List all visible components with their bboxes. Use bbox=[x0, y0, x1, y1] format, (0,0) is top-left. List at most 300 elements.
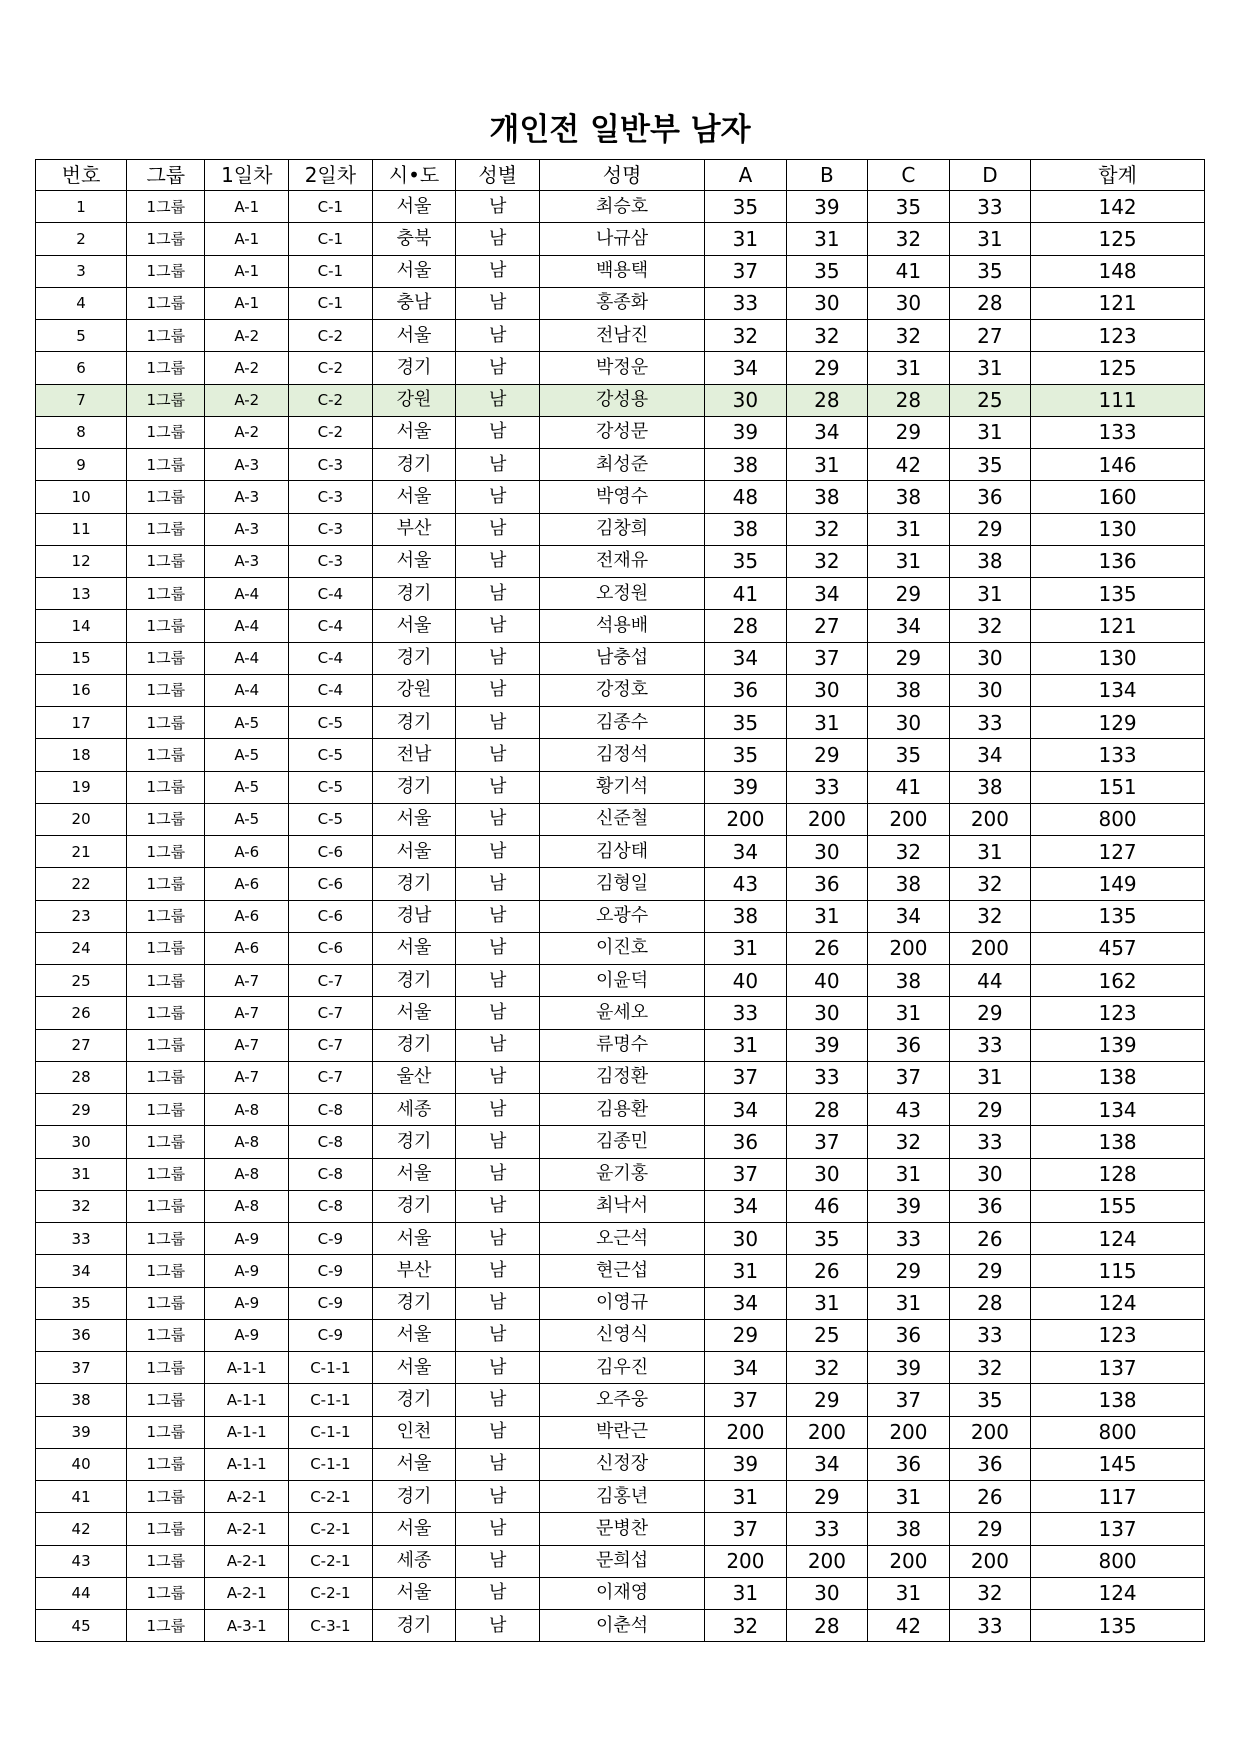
cell-score-c: 35 bbox=[868, 739, 950, 771]
cell-day1: A-8 bbox=[205, 1158, 289, 1190]
cell-number: 29 bbox=[36, 1094, 127, 1126]
cell-day1: A-1-1 bbox=[205, 1384, 289, 1416]
cell-group: 1그룹 bbox=[127, 320, 205, 352]
cell-name: 이재영 bbox=[540, 1577, 705, 1609]
cell-score-d: 34 bbox=[949, 739, 1031, 771]
cell-score-d: 33 bbox=[949, 1029, 1031, 1061]
cell-total: 139 bbox=[1031, 1029, 1205, 1061]
cell-total: 134 bbox=[1031, 674, 1205, 706]
cell-group: 1그룹 bbox=[127, 1577, 205, 1609]
cell-region: 서울 bbox=[372, 481, 456, 513]
cell-score-b: 35 bbox=[786, 1223, 868, 1255]
cell-region: 경기 bbox=[372, 1481, 456, 1513]
cell-gender: 남 bbox=[456, 1416, 540, 1448]
cell-gender: 남 bbox=[456, 578, 540, 610]
cell-score-a: 38 bbox=[705, 449, 787, 481]
cell-name: 홍종화 bbox=[540, 287, 705, 319]
cell-score-a: 37 bbox=[705, 1158, 787, 1190]
cell-score-d: 200 bbox=[949, 1416, 1031, 1448]
cell-day1: A-5 bbox=[205, 803, 289, 835]
cell-group: 1그룹 bbox=[127, 836, 205, 868]
cell-score-b: 37 bbox=[786, 1126, 868, 1158]
cell-score-b: 33 bbox=[786, 771, 868, 803]
table-row bbox=[36, 1158, 1205, 1190]
cell-score-c: 200 bbox=[868, 1545, 950, 1577]
cell-day2: C-5 bbox=[289, 739, 373, 771]
cell-day2: C-6 bbox=[289, 932, 373, 964]
cell-score-d: 35 bbox=[949, 255, 1031, 287]
table-row bbox=[36, 384, 1205, 416]
cell-score-b: 26 bbox=[786, 1255, 868, 1287]
cell-total: 137 bbox=[1031, 1513, 1205, 1545]
cell-region: 서울 bbox=[372, 1352, 456, 1384]
cell-group: 1그룹 bbox=[127, 1545, 205, 1577]
cell-number: 37 bbox=[36, 1352, 127, 1384]
cell-gender: 남 bbox=[456, 1158, 540, 1190]
cell-number: 36 bbox=[36, 1319, 127, 1351]
cell-day2: C-2 bbox=[289, 352, 373, 384]
cell-number: 15 bbox=[36, 642, 127, 674]
cell-score-b: 34 bbox=[786, 1448, 868, 1480]
cell-region: 서울 bbox=[372, 255, 456, 287]
cell-group: 1그룹 bbox=[127, 707, 205, 739]
cell-gender: 남 bbox=[456, 707, 540, 739]
cell-score-d: 31 bbox=[949, 1061, 1031, 1093]
cell-score-b: 28 bbox=[786, 1094, 868, 1126]
cell-number: 44 bbox=[36, 1577, 127, 1609]
cell-score-c: 30 bbox=[868, 707, 950, 739]
cell-total: 130 bbox=[1031, 513, 1205, 545]
cell-total: 145 bbox=[1031, 1448, 1205, 1480]
cell-number: 18 bbox=[36, 739, 127, 771]
cell-total: 121 bbox=[1031, 610, 1205, 642]
cell-day2: C-4 bbox=[289, 642, 373, 674]
cell-score-d: 30 bbox=[949, 642, 1031, 674]
cell-score-d: 31 bbox=[949, 223, 1031, 255]
cell-name: 신정장 bbox=[540, 1448, 705, 1480]
cell-name: 김정환 bbox=[540, 1061, 705, 1093]
cell-score-b: 34 bbox=[786, 416, 868, 448]
cell-score-d: 44 bbox=[949, 965, 1031, 997]
table-row bbox=[36, 771, 1205, 803]
cell-number: 6 bbox=[36, 352, 127, 384]
cell-group: 1그룹 bbox=[127, 449, 205, 481]
cell-day2: C-1-1 bbox=[289, 1448, 373, 1480]
cell-day2: C-2-1 bbox=[289, 1481, 373, 1513]
col-region-header: 시•도 bbox=[372, 160, 456, 191]
cell-number: 22 bbox=[36, 868, 127, 900]
cell-total: 124 bbox=[1031, 1223, 1205, 1255]
table-row bbox=[36, 1513, 1205, 1545]
cell-score-a: 34 bbox=[705, 352, 787, 384]
cell-group: 1그룹 bbox=[127, 803, 205, 835]
cell-group: 1그룹 bbox=[127, 771, 205, 803]
cell-gender: 남 bbox=[456, 416, 540, 448]
table-row bbox=[36, 578, 1205, 610]
cell-day1: A-8 bbox=[205, 1190, 289, 1222]
cell-group: 1그룹 bbox=[127, 610, 205, 642]
cell-score-d: 35 bbox=[949, 449, 1031, 481]
cell-day2: C-4 bbox=[289, 578, 373, 610]
cell-name: 최승호 bbox=[540, 191, 705, 223]
cell-number: 10 bbox=[36, 481, 127, 513]
cell-total: 135 bbox=[1031, 1610, 1205, 1642]
table-row bbox=[36, 513, 1205, 545]
cell-gender: 남 bbox=[456, 545, 540, 577]
cell-group: 1그룹 bbox=[127, 1223, 205, 1255]
cell-name: 강성문 bbox=[540, 416, 705, 448]
cell-score-a: 37 bbox=[705, 1061, 787, 1093]
col-gender-header: 성별 bbox=[456, 160, 540, 191]
cell-score-d: 200 bbox=[949, 932, 1031, 964]
cell-score-b: 30 bbox=[786, 997, 868, 1029]
cell-region: 서울 bbox=[372, 1513, 456, 1545]
cell-score-a: 37 bbox=[705, 1513, 787, 1545]
cell-total: 125 bbox=[1031, 223, 1205, 255]
cell-group: 1그룹 bbox=[127, 868, 205, 900]
cell-day1: A-5 bbox=[205, 739, 289, 771]
cell-name: 현근섭 bbox=[540, 1255, 705, 1287]
cell-day1: A-2 bbox=[205, 416, 289, 448]
cell-score-b: 39 bbox=[786, 191, 868, 223]
cell-score-c: 31 bbox=[868, 1577, 950, 1609]
cell-day2: C-8 bbox=[289, 1190, 373, 1222]
cell-day2: C-1 bbox=[289, 191, 373, 223]
cell-score-a: 32 bbox=[705, 320, 787, 352]
cell-day2: C-7 bbox=[289, 1061, 373, 1093]
cell-score-b: 35 bbox=[786, 255, 868, 287]
cell-day2: C-3-1 bbox=[289, 1610, 373, 1642]
cell-region: 강원 bbox=[372, 384, 456, 416]
table-row bbox=[36, 965, 1205, 997]
page-title: 개인전 일반부 남자 bbox=[489, 112, 751, 148]
cell-score-b: 32 bbox=[786, 545, 868, 577]
cell-day2: C-2 bbox=[289, 416, 373, 448]
cell-score-c: 38 bbox=[868, 965, 950, 997]
cell-group: 1그룹 bbox=[127, 1384, 205, 1416]
cell-region: 서울 bbox=[372, 416, 456, 448]
table-row bbox=[36, 900, 1205, 932]
cell-score-d: 29 bbox=[949, 1513, 1031, 1545]
table-row bbox=[36, 803, 1205, 835]
cell-score-b: 33 bbox=[786, 1061, 868, 1093]
cell-day1: A-8 bbox=[205, 1126, 289, 1158]
cell-total: 133 bbox=[1031, 739, 1205, 771]
cell-score-d: 38 bbox=[949, 545, 1031, 577]
cell-score-d: 30 bbox=[949, 1158, 1031, 1190]
table-row bbox=[36, 739, 1205, 771]
cell-number: 25 bbox=[36, 965, 127, 997]
table-row bbox=[36, 352, 1205, 384]
cell-day1: A-4 bbox=[205, 610, 289, 642]
col-name-header: 성명 bbox=[540, 160, 705, 191]
cell-gender: 남 bbox=[456, 932, 540, 964]
cell-score-b: 200 bbox=[786, 1416, 868, 1448]
cell-name: 박정운 bbox=[540, 352, 705, 384]
cell-region: 서울 bbox=[372, 320, 456, 352]
cell-score-b: 31 bbox=[786, 707, 868, 739]
cell-gender: 남 bbox=[456, 674, 540, 706]
cell-total: 117 bbox=[1031, 1481, 1205, 1513]
table-row bbox=[36, 1223, 1205, 1255]
cell-score-b: 32 bbox=[786, 513, 868, 545]
cell-score-a: 38 bbox=[705, 513, 787, 545]
table-row bbox=[36, 997, 1205, 1029]
cell-score-d: 33 bbox=[949, 191, 1031, 223]
cell-day1: A-9 bbox=[205, 1287, 289, 1319]
cell-number: 3 bbox=[36, 255, 127, 287]
cell-number: 4 bbox=[36, 287, 127, 319]
cell-number: 8 bbox=[36, 416, 127, 448]
cell-score-c: 31 bbox=[868, 352, 950, 384]
cell-region: 부산 bbox=[372, 1255, 456, 1287]
cell-score-c: 36 bbox=[868, 1029, 950, 1061]
cell-day2: C-2-1 bbox=[289, 1577, 373, 1609]
cell-score-d: 35 bbox=[949, 1384, 1031, 1416]
cell-score-a: 41 bbox=[705, 578, 787, 610]
cell-day1: A-1-1 bbox=[205, 1448, 289, 1480]
cell-day2: C-7 bbox=[289, 997, 373, 1029]
cell-number: 12 bbox=[36, 545, 127, 577]
cell-gender: 남 bbox=[456, 449, 540, 481]
cell-name: 황기석 bbox=[540, 771, 705, 803]
cell-day2: C-7 bbox=[289, 965, 373, 997]
table-row bbox=[36, 610, 1205, 642]
cell-region: 울산 bbox=[372, 1061, 456, 1093]
cell-total: 124 bbox=[1031, 1287, 1205, 1319]
table-row bbox=[36, 223, 1205, 255]
cell-region: 부산 bbox=[372, 513, 456, 545]
cell-day1: A-1 bbox=[205, 191, 289, 223]
cell-score-d: 33 bbox=[949, 1319, 1031, 1351]
cell-score-b: 30 bbox=[786, 674, 868, 706]
cell-score-a: 38 bbox=[705, 900, 787, 932]
cell-region: 세종 bbox=[372, 1094, 456, 1126]
cell-score-c: 38 bbox=[868, 481, 950, 513]
cell-day1: A-8 bbox=[205, 1094, 289, 1126]
cell-total: 146 bbox=[1031, 449, 1205, 481]
cell-day1: A-6 bbox=[205, 932, 289, 964]
cell-name: 신준철 bbox=[540, 803, 705, 835]
cell-number: 13 bbox=[36, 578, 127, 610]
table-row bbox=[36, 932, 1205, 964]
cell-region: 강원 bbox=[372, 674, 456, 706]
cell-day2: C-5 bbox=[289, 707, 373, 739]
cell-score-d: 31 bbox=[949, 352, 1031, 384]
cell-score-c: 28 bbox=[868, 384, 950, 416]
cell-day2: C-1-1 bbox=[289, 1416, 373, 1448]
cell-number: 23 bbox=[36, 900, 127, 932]
cell-name: 남충섭 bbox=[540, 642, 705, 674]
cell-group: 1그룹 bbox=[127, 416, 205, 448]
cell-group: 1그룹 bbox=[127, 1190, 205, 1222]
cell-number: 42 bbox=[36, 1513, 127, 1545]
cell-day1: A-2-1 bbox=[205, 1545, 289, 1577]
table-row bbox=[36, 1545, 1205, 1577]
cell-score-b: 29 bbox=[786, 1384, 868, 1416]
cell-group: 1그룹 bbox=[127, 1416, 205, 1448]
cell-day1: A-2-1 bbox=[205, 1481, 289, 1513]
cell-total: 137 bbox=[1031, 1352, 1205, 1384]
cell-total: 133 bbox=[1031, 416, 1205, 448]
cell-score-b: 34 bbox=[786, 578, 868, 610]
cell-name: 오정원 bbox=[540, 578, 705, 610]
cell-gender: 남 bbox=[456, 513, 540, 545]
cell-gender: 남 bbox=[456, 1061, 540, 1093]
cell-region: 세종 bbox=[372, 1545, 456, 1577]
cell-score-a: 37 bbox=[705, 255, 787, 287]
cell-score-b: 46 bbox=[786, 1190, 868, 1222]
cell-score-c: 38 bbox=[868, 868, 950, 900]
cell-gender: 남 bbox=[456, 1545, 540, 1577]
cell-region: 서울 bbox=[372, 191, 456, 223]
col-group-header: 그룹 bbox=[127, 160, 205, 191]
cell-score-a: 31 bbox=[705, 1255, 787, 1287]
cell-score-d: 38 bbox=[949, 771, 1031, 803]
cell-score-d: 31 bbox=[949, 836, 1031, 868]
cell-score-a: 32 bbox=[705, 1610, 787, 1642]
cell-name: 이윤덕 bbox=[540, 965, 705, 997]
cell-day1: A-1 bbox=[205, 255, 289, 287]
cell-gender: 남 bbox=[456, 1577, 540, 1609]
table-row bbox=[36, 642, 1205, 674]
cell-score-a: 37 bbox=[705, 1384, 787, 1416]
cell-day1: A-2-1 bbox=[205, 1577, 289, 1609]
table-row bbox=[36, 255, 1205, 287]
cell-group: 1그룹 bbox=[127, 191, 205, 223]
cell-score-a: 35 bbox=[705, 739, 787, 771]
cell-score-b: 32 bbox=[786, 1352, 868, 1384]
cell-score-a: 34 bbox=[705, 1190, 787, 1222]
cell-day1: A-3 bbox=[205, 513, 289, 545]
cell-total: 115 bbox=[1031, 1255, 1205, 1287]
cell-gender: 남 bbox=[456, 223, 540, 255]
cell-day2: C-3 bbox=[289, 513, 373, 545]
cell-day1: A-1 bbox=[205, 223, 289, 255]
table-row bbox=[36, 1319, 1205, 1351]
cell-score-a: 33 bbox=[705, 997, 787, 1029]
cell-group: 1그룹 bbox=[127, 255, 205, 287]
cell-group: 1그룹 bbox=[127, 1158, 205, 1190]
cell-gender: 남 bbox=[456, 1610, 540, 1642]
cell-name: 윤기홍 bbox=[540, 1158, 705, 1190]
cell-day1: A-9 bbox=[205, 1319, 289, 1351]
cell-score-c: 200 bbox=[868, 803, 950, 835]
cell-score-a: 34 bbox=[705, 836, 787, 868]
cell-gender: 남 bbox=[456, 771, 540, 803]
table-row bbox=[36, 1190, 1205, 1222]
cell-score-c: 31 bbox=[868, 513, 950, 545]
cell-score-b: 31 bbox=[786, 449, 868, 481]
cell-score-d: 33 bbox=[949, 1126, 1031, 1158]
cell-total: 123 bbox=[1031, 997, 1205, 1029]
cell-score-d: 31 bbox=[949, 416, 1031, 448]
cell-total: 148 bbox=[1031, 255, 1205, 287]
cell-region: 경기 bbox=[372, 771, 456, 803]
col-c-header: C bbox=[868, 160, 950, 191]
cell-score-d: 27 bbox=[949, 320, 1031, 352]
col-d-header: D bbox=[949, 160, 1031, 191]
cell-day2: C-9 bbox=[289, 1255, 373, 1287]
cell-score-a: 43 bbox=[705, 868, 787, 900]
cell-total: 800 bbox=[1031, 1416, 1205, 1448]
cell-score-a: 36 bbox=[705, 1126, 787, 1158]
cell-total: 151 bbox=[1031, 771, 1205, 803]
table-row bbox=[36, 416, 1205, 448]
cell-score-a: 34 bbox=[705, 1287, 787, 1319]
cell-score-d: 32 bbox=[949, 868, 1031, 900]
cell-score-c: 35 bbox=[868, 191, 950, 223]
cell-score-c: 34 bbox=[868, 610, 950, 642]
table-row bbox=[36, 1481, 1205, 1513]
cell-number: 30 bbox=[36, 1126, 127, 1158]
cell-day1: A-9 bbox=[205, 1223, 289, 1255]
cell-number: 7 bbox=[36, 384, 127, 416]
cell-day2: C-9 bbox=[289, 1287, 373, 1319]
cell-score-a: 35 bbox=[705, 191, 787, 223]
col-day2-header: 2일차 bbox=[289, 160, 373, 191]
cell-total: 134 bbox=[1031, 1094, 1205, 1126]
cell-day2: C-5 bbox=[289, 803, 373, 835]
cell-name: 김용환 bbox=[540, 1094, 705, 1126]
cell-score-c: 29 bbox=[868, 416, 950, 448]
cell-name: 석용배 bbox=[540, 610, 705, 642]
cell-score-c: 200 bbox=[868, 932, 950, 964]
cell-gender: 남 bbox=[456, 1352, 540, 1384]
cell-gender: 남 bbox=[456, 384, 540, 416]
cell-score-c: 39 bbox=[868, 1190, 950, 1222]
cell-group: 1그룹 bbox=[127, 1448, 205, 1480]
cell-number: 39 bbox=[36, 1416, 127, 1448]
cell-score-a: 34 bbox=[705, 1352, 787, 1384]
cell-score-b: 29 bbox=[786, 352, 868, 384]
cell-score-b: 39 bbox=[786, 1029, 868, 1061]
cell-day1: A-5 bbox=[205, 771, 289, 803]
cell-day2: C-3 bbox=[289, 545, 373, 577]
cell-score-a: 31 bbox=[705, 1577, 787, 1609]
cell-region: 경기 bbox=[372, 965, 456, 997]
table-row bbox=[36, 1416, 1205, 1448]
cell-score-c: 41 bbox=[868, 255, 950, 287]
cell-gender: 남 bbox=[456, 739, 540, 771]
col-total-header: 합계 bbox=[1031, 160, 1205, 191]
cell-group: 1그룹 bbox=[127, 674, 205, 706]
cell-day1: A-6 bbox=[205, 900, 289, 932]
cell-name: 김종민 bbox=[540, 1126, 705, 1158]
cell-total: 124 bbox=[1031, 1577, 1205, 1609]
cell-region: 경기 bbox=[372, 1190, 456, 1222]
cell-region: 서울 bbox=[372, 1577, 456, 1609]
cell-name: 백용택 bbox=[540, 255, 705, 287]
cell-score-d: 33 bbox=[949, 707, 1031, 739]
cell-score-a: 31 bbox=[705, 223, 787, 255]
table-row bbox=[36, 1384, 1205, 1416]
cell-day2: C-4 bbox=[289, 674, 373, 706]
cell-score-c: 32 bbox=[868, 320, 950, 352]
cell-region: 경기 bbox=[372, 642, 456, 674]
cell-score-c: 34 bbox=[868, 900, 950, 932]
cell-name: 박란근 bbox=[540, 1416, 705, 1448]
cell-score-a: 39 bbox=[705, 1448, 787, 1480]
cell-score-b: 29 bbox=[786, 1481, 868, 1513]
cell-score-b: 26 bbox=[786, 932, 868, 964]
cell-score-b: 37 bbox=[786, 642, 868, 674]
cell-group: 1그룹 bbox=[127, 481, 205, 513]
cell-score-c: 31 bbox=[868, 545, 950, 577]
cell-number: 11 bbox=[36, 513, 127, 545]
cell-score-b: 30 bbox=[786, 1577, 868, 1609]
cell-region: 경기 bbox=[372, 578, 456, 610]
